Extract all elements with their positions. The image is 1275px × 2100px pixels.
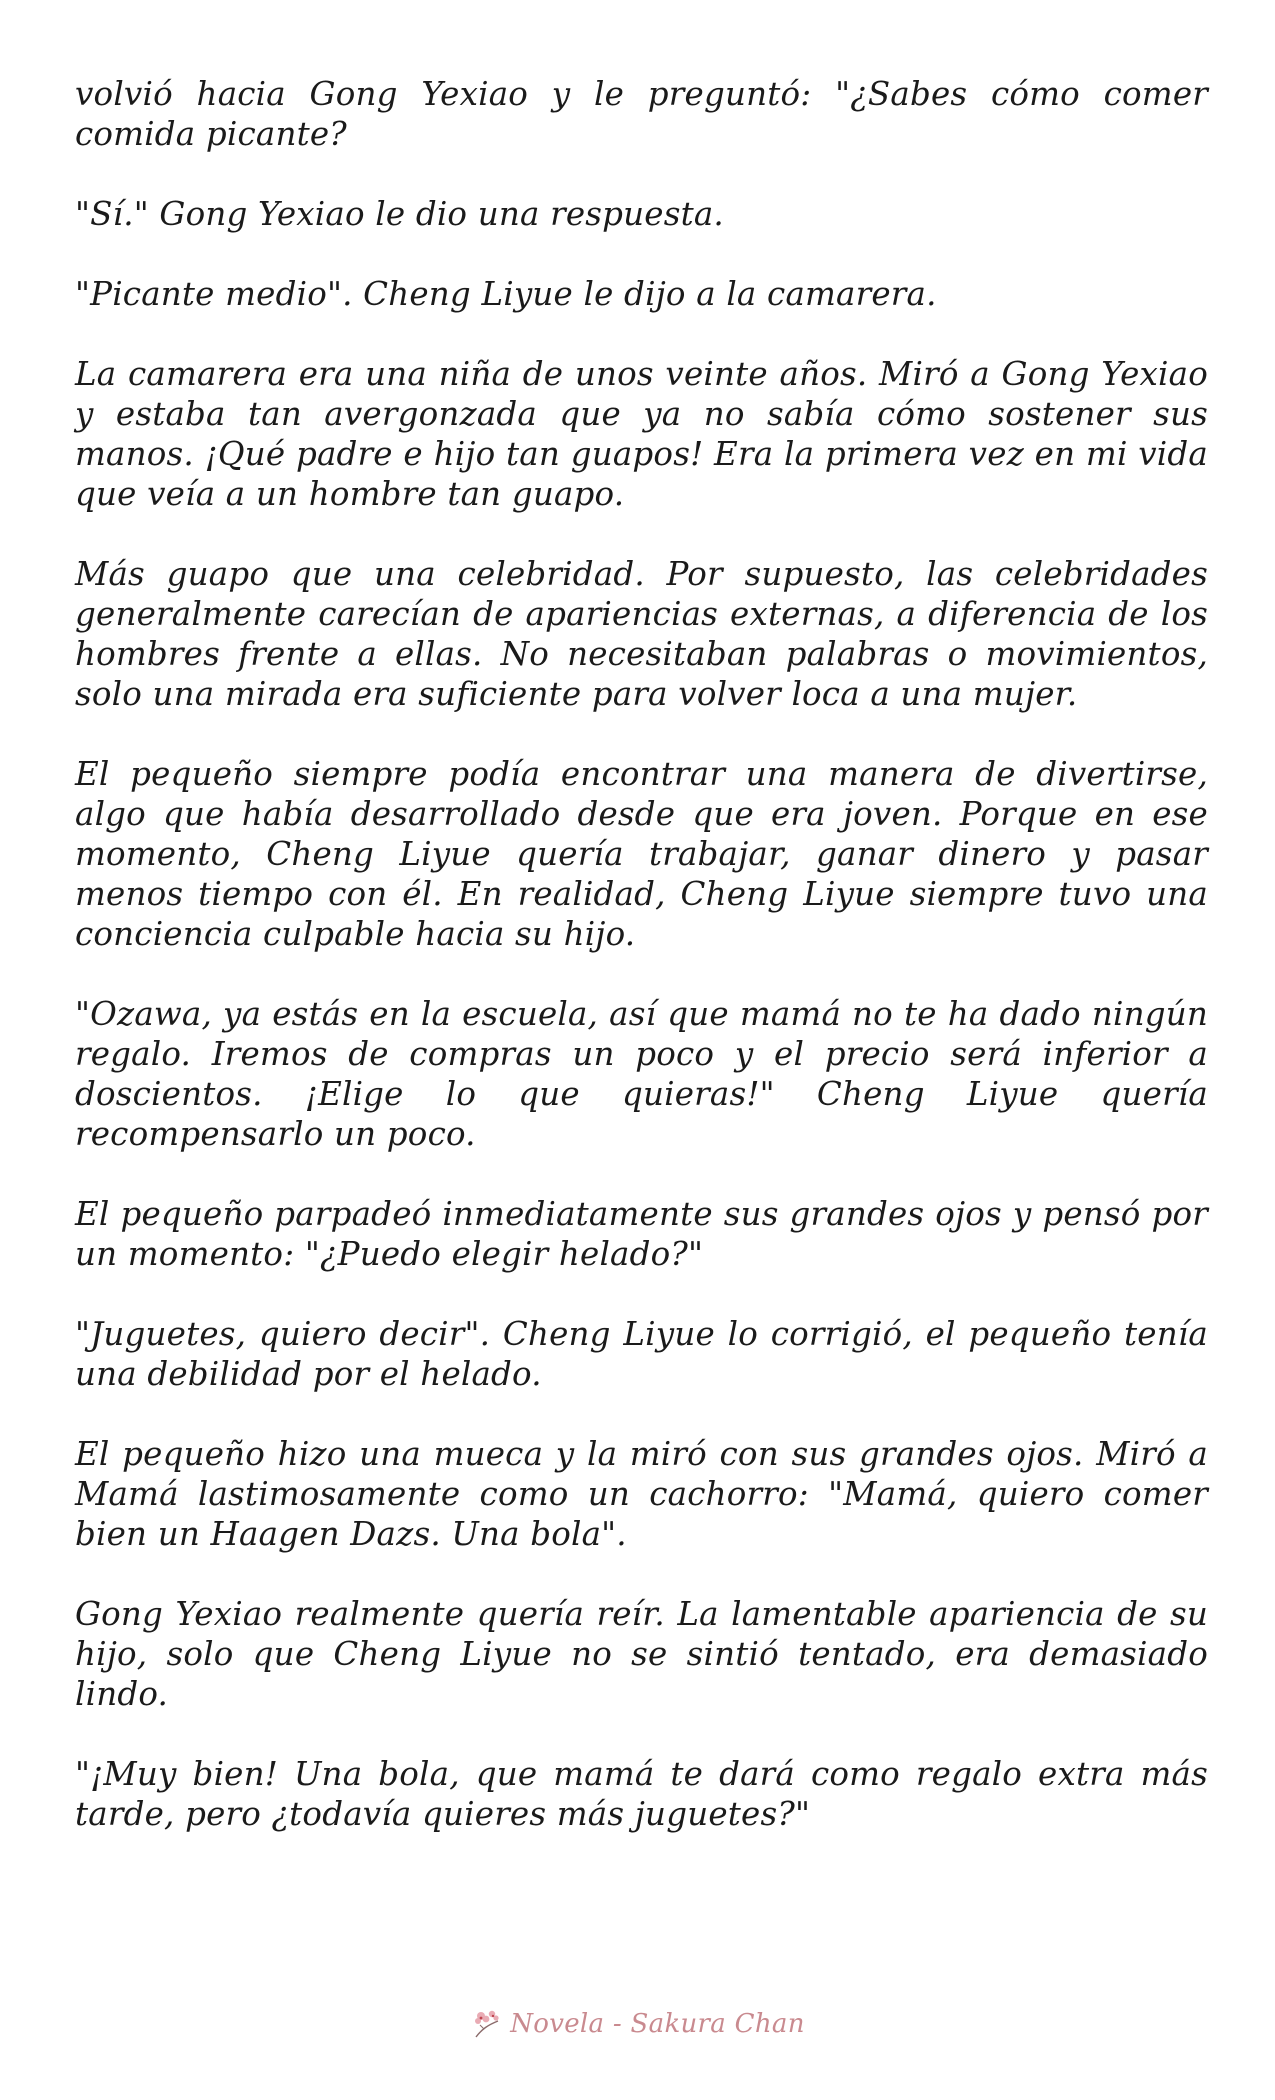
paragraph-5: Más guapo que una celebridad. Por supuesto, las celebridades generalmente carecían de apariencias externas, a diferencia de los hombres frente a ellas. No necesitaban palabras o movimientos, solo una mirada era suficiente para volver loca a una mujer. bbox=[75, 555, 1208, 713]
paragraph-4: La camarera era una niña de unos veinte años. Miró a Gong Yexiao y estaba tan avergonzada que ya no sabía cómo sostener sus manos. ¡Qué padre e hijo tan guapos! Era la primera vez en mi vida que veía a un hombre tan guapo. bbox=[75, 355, 1208, 513]
paragraph-7: "Ozawa, ya estás en la escuela, así que mamá no te ha dado ningún regalo. Iremos de compras un poco y el precio será inferior a doscientos. ¡Elige lo que quieras!" Cheng Liyue quería recompensarlo un poco. bbox=[75, 995, 1208, 1153]
paragraph-10: El pequeño hizo una mueca y la miró con sus grandes ojos. Miró a Mamá lastimosamente como un cachorro: "Mamá, quiero comer bien un Haagen Dazs. Una bola". bbox=[75, 1435, 1208, 1553]
paragraph-11: Gong Yexiao realmente quería reír. La lamentable apariencia de su hijo, solo que Cheng Liyue no se sintió tentado, era demasiado lindo. bbox=[75, 1595, 1208, 1713]
paragraph-3: "Picante medio". Cheng Liyue le dijo a la camarera. bbox=[75, 275, 937, 313]
paragraph-2: "Sí." Gong Yexiao le dio una respuesta. bbox=[75, 195, 724, 233]
paragraph-1: volvió hacia Gong Yexiao y le preguntó: "¿Sabes cómo comer comida picante? bbox=[75, 75, 1208, 153]
paragraph-6: El pequeño siempre podía encontrar una manera de divertirse, algo que había desarrollado desde que era joven. Porque en ese momento, Cheng Liyue quería trabajar, ganar dinero y pasar menos tiempo con él. En realidad, Cheng Liyue siempre tuvo una conciencia culpable hacia su hijo. bbox=[75, 755, 1208, 953]
paragraph-12: "¡Muy bien! Una bola, que mamá te dará como regalo extra más tarde, pero ¿todavía quieres más juguetes?" bbox=[75, 1755, 1208, 1833]
cherry-blossom-icon bbox=[470, 2007, 504, 2041]
paragraph-9: "Juguetes, quiero decir". Cheng Liyue lo corrigió, el pequeño tenía una debilidad por el helado. bbox=[75, 1315, 1208, 1393]
document-body bbox=[75, 74, 1208, 1874]
paragraph-8: El pequeño parpadeó inmediatamente sus grandes ojos y pensó por un momento: "¿Puedo elegir helado?" bbox=[75, 1195, 1208, 1273]
footer-watermark bbox=[470, 2007, 805, 2041]
footer-text: Novela - Sakura Chan bbox=[510, 2009, 805, 2039]
page-footer bbox=[0, 2004, 1275, 2044]
